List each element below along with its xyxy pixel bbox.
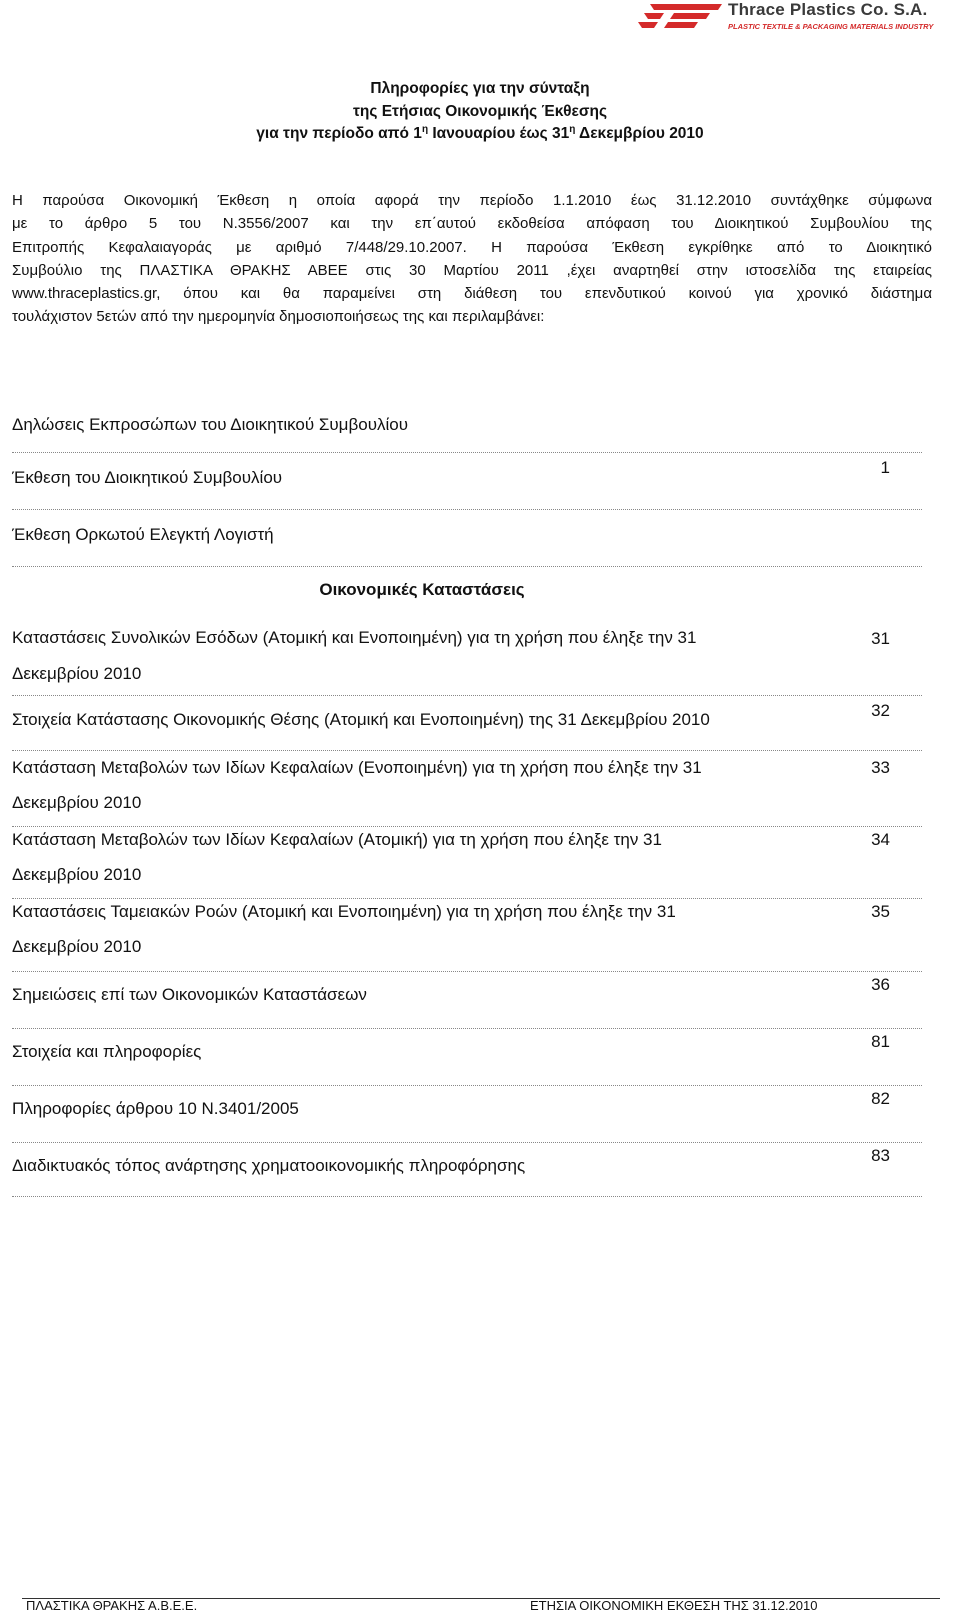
intro-line: τουλάχιστον 5ετών από την ημερομηνία δημοσιοποιήσεως της και περιλαμβάνει: [12,308,545,325]
toc-separator [12,1028,922,1029]
toc-entry-label: Έκθεση Ορκωτού Ελεγκτή Λογιστή [12,525,274,544]
toc-entry-page: 81 [871,1032,890,1051]
company-name: Thrace Plastics Co. S.A. [728,0,928,19]
toc-separator [12,1085,922,1086]
toc-entry-label: Στοιχεία και πληροφορίες [12,1042,202,1061]
intro-line: www.thraceplastics.gr, όπου και θα παραμείνει στη διάθεση του επενδυτικού κοινού για χρονικό διάστημα [12,285,932,302]
toc-entry-label: Δεκεμβρίου 2010 [12,793,142,812]
toc-separator [12,509,922,510]
toc-entry-page: 32 [871,701,890,720]
title-line-1: Πληροφορίες για την σύνταξη [370,80,590,97]
title-line-2: της Ετήσιας Οικονομικής Έκθεσης [352,103,608,120]
toc-separator [12,1196,922,1197]
intro-line: Η παρούσα Οικονομική Έκθεση η οποία αφορά την περίοδο 1.1.2010 έως 31.12.2010 συντάχθηκε σύμφωνα [12,192,932,209]
toc-entry-page: 35 [871,902,890,921]
toc-entry-label: Διαδικτυακός τόπος ανάρτησης χρηματοοικονομικής πληροφόρησης [12,1156,526,1175]
toc-entry-page: 1 [880,458,890,477]
toc-separator [12,1142,922,1143]
toc-entry-label: Κατάσταση Μεταβολών των Ιδίων Κεφαλαίων (Ατομική) για τη χρήση που έληξε την 31 [12,830,662,849]
toc-entry-page: 34 [871,830,890,849]
toc-entry-page: 82 [871,1089,890,1108]
toc-entry-page: 33 [871,758,890,777]
toc-entry-label: Σημειώσεις επί των Οικονομικών Καταστάσεων [12,985,367,1004]
toc-separator [12,566,922,567]
toc-separator [12,695,922,696]
title-line-3: για την περίοδο από $1^\eta$ Ιανουαρίου έως $31^\eta$ Δεκεμβρίου 2010 [256,124,704,143]
toc-entry-label: Καταστάσεις Ταμειακών Ροών (Ατομική και Ενοποιημένη) για τη χρήση που έληξε την 31 [12,902,676,921]
toc-entry-label: Πληροφορίες άρθρου 10 Ν.3401/2005 [12,1099,299,1118]
toc-entry-label: Στοιχεία Κατάστασης Οικονομικής Θέσης (Ατομική και Ενοποιημένη) της 31 Δεκεμβρίου 2010 [12,710,710,729]
footer-company: ΠΛΑΣΤΙΚΑ ΘΡΑΚΗΣ Α.Β.Ε.Ε. [26,1598,198,1613]
toc-entry-label: Καταστάσεις Συνολικών Εσόδων (Ατομική και Ενοποιημένη) για τη χρήση που έληξε την 31 [12,628,697,647]
toc-section-title: Οικονομικές Καταστάσεις [319,580,525,599]
footer-report-title: ΕΤΗΣΙΑ ΟΙΚΟΝΟΜΙΚΗ ΕΚΘΕΣΗ ΤΗΣ 31.12.2010 [530,1598,818,1613]
intro-line: με το άρθρο 5 του Ν.3556/2007 και την επ΄αυτού εκδοθείσα απόφαση του Διοικητικού Συμβουλίου της [12,215,932,232]
toc-entry-label: Δεκεμβρίου 2010 [12,937,142,956]
toc-separator [12,452,922,453]
toc-heading: Δηλώσεις Εκπροσώπων του Διοικητικού Συμβουλίου [12,415,409,434]
company-tagline: PLASTIC TEXTILE & PACKAGING MATERIALS INDUSTRY [728,22,934,31]
toc-entry-label: Δεκεμβρίου 2010 [12,865,142,884]
toc-entry-label: Έκθεση του Διοικητικού Συμβουλίου [12,468,283,487]
intro-line: Επιτροπής Κεφαλαιαγοράς με αριθμό 7/448/29.10.2007. Η παρούσα Έκθεση εγκρίθηκε από το Διοικητικό [12,239,932,256]
toc-entry-page: 36 [871,975,890,994]
intro-line: Συμβούλιο της ΠΛΑΣΤΙΚΑ ΘΡΑΚΗΣ ΑΒΕΕ στις 30 Μαρτίου 2011 ,έχει αναρτηθεί στην ιστοσελίδα της εταιρείας [12,262,932,279]
toc-entry-page: 31 [871,629,890,648]
toc-entry-page: 83 [871,1146,890,1165]
company-logo [636,0,956,38]
toc-entry-label: Κατάσταση Μεταβολών των Ιδίων Κεφαλαίων (Ενοποιημένη) για τη χρήση που έληξε την 31 [12,758,702,777]
toc-entry-label: Δεκεμβρίου 2010 [12,664,142,683]
logo-mark-icon [636,2,722,32]
toc-separator [12,971,922,972]
